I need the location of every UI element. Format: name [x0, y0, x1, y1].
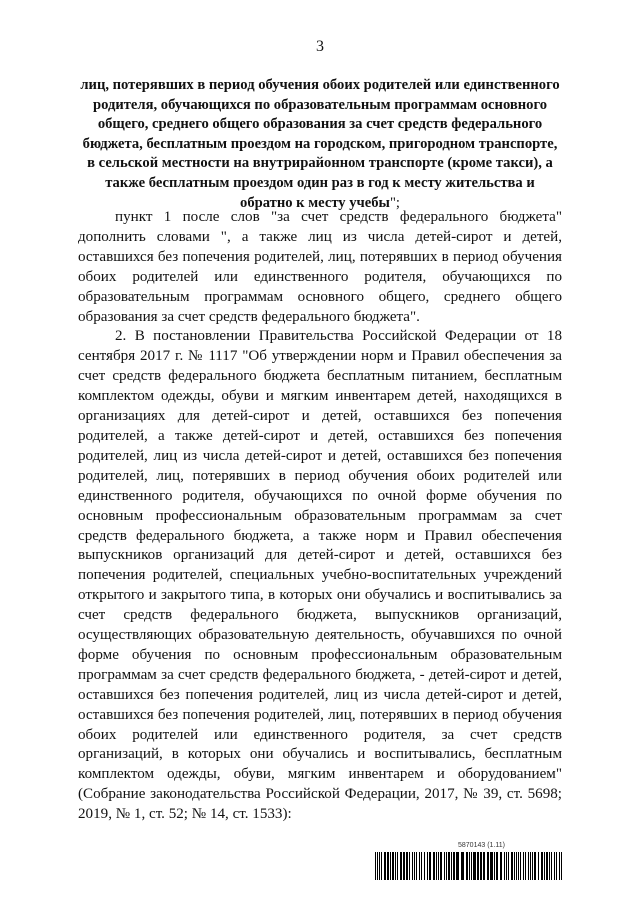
barcode-image [375, 852, 564, 880]
heading-bold-text: лиц, потерявших в период обучения обоих родителей или единственного родителя, обучающихся по образовательным программам основного общего, среднего общего образования за счет средств федерального бюджета, бесплатным проездом на городском, пригородном транспорте, в сельской местности на внутрирайонном транспорте (кроме такси), а также бесплатным проездом один раз в год к месту жительства и обратно к месту учебы [80, 77, 560, 211]
amendment-heading [78, 76, 562, 213]
paragraph-item-2: 2. В постановлении Правительства Российской Федерации от 18 сентября 2017 г. № 1117 "Об утверждении норм и Правил обеспечения за счет средств федерального бюджета бесплатным питанием, бесплатным комплектом одежды, обуви и мягким инвентарем детей, находящихся в организациях для детей-сирот и детей, оставшихся без попечения родителей, а также детей-сирот и детей, оставшихся без попечения родителей, лиц из числа детей-сирот и детей, оставшихся без попечения родителей, лиц, потерявших в период обучения обоих родителей или единственного родителя, обучающихся по очной форме обучения по основным профессиональным образовательным программам за счет средств федерального бюджета, а также норм и Правил обеспечения выпускников организаций для детей-сирот и детей, оставшихся без попечения родителей, специальных учебно-воспитательных учреждений открытого и закрытого типа, в которых они обучались и воспитывались за счет средств федерального бюджета, выпускников организаций, осуществляющих образовательную деятельность, обучавшихся по очной форме обучения по основным профессиональным образовательным программам за счет средств федерального бюджета, - детей-сирот и детей, оставшихся без попечения родителей, лиц из числа детей-сирот и детей, оставшихся без попечения родителей, лиц, потерявших в период обучения обоих родителей или единственного родителя, за счет средств организаций, в которых они обучались и воспитывались, бесплатным комплектом одежды, обуви, мягким инвентарем и оборудованием" (Собрание законодательства Российской Федерации, 2017, № 39, ст. 5698; 2019, № 1, ст. 52; № 14, ст. 1533): [78, 328, 562, 823]
paragraph-item-1: пункт 1 после слов "за счет средств федерального бюджета" дополнить словами ", а также лиц из числа детей-сирот и детей, оставшихся без попечения родителей, лиц, потерявших в период обучения обоих родителей или единственного родителя, обучающихся по образовательным программам основного общего, среднего общего образования за счет средств федерального бюджета". [78, 209, 562, 325]
document-body [78, 208, 562, 825]
barcode-caption: 5870143 (1.11) [458, 842, 505, 849]
page-number: 3 [316, 38, 324, 55]
heading-suffix: "; [389, 194, 400, 211]
